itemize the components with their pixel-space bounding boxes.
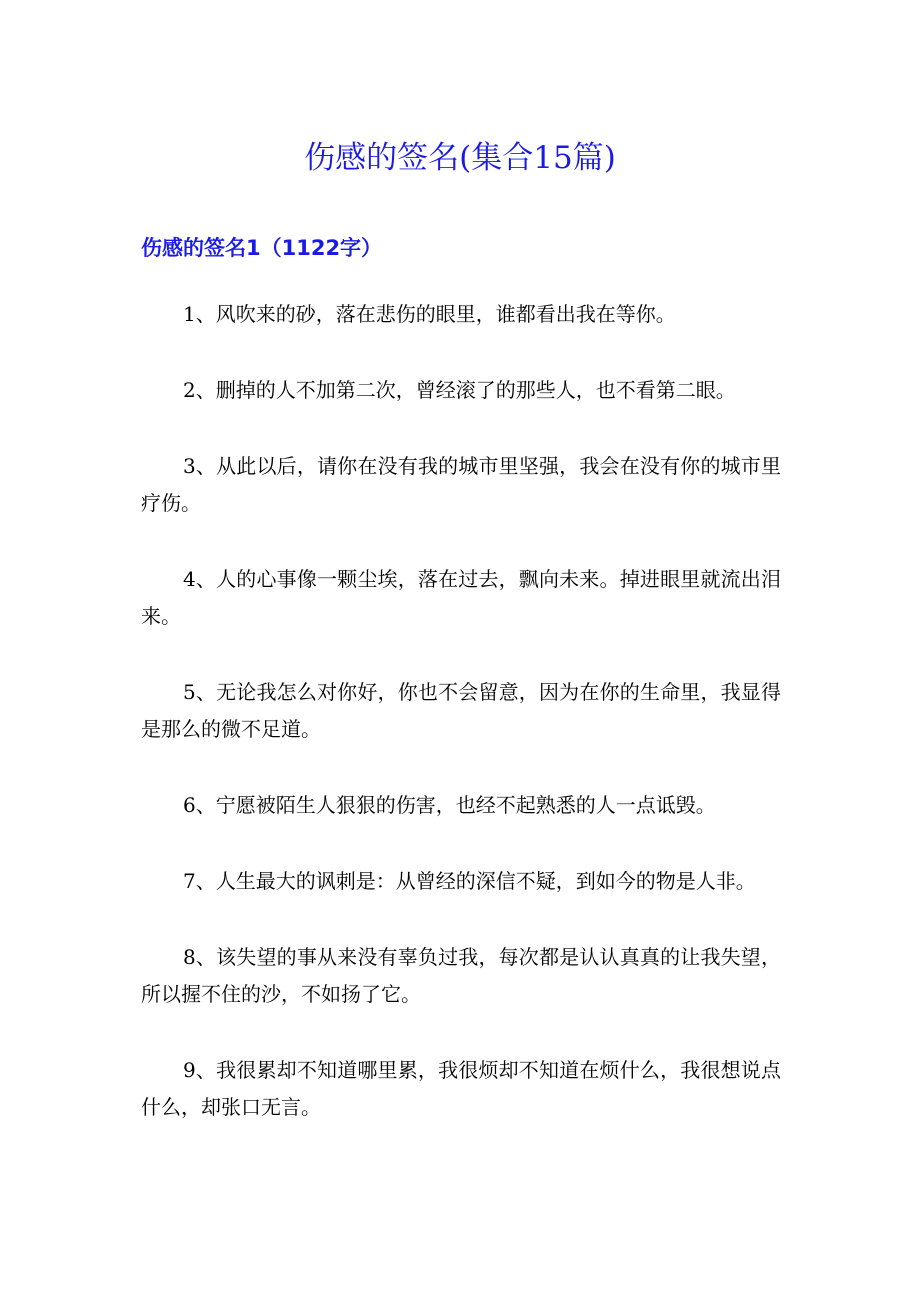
document-title: 伤感的签名(集合15篇) — [304, 140, 616, 176]
paragraph-4: 4、人的心事像一颗尘埃，落在过去，飘向未来。掉进眼里就流出泪来。 — [141, 567, 781, 628]
paragraph-9: 9、我很累却不知道哪里累，我很烦却不知道在烦什么，我很想说点什么，却张口无言。 — [141, 1058, 781, 1119]
paragraph-8: 8、该失望的事从来没有辜负过我，每次都是认认真真的让我失望，所以握不住的沙，不如扬了它。 — [141, 945, 781, 1006]
paragraph-7: 7、人生最大的讽刺是：从曾经的深信不疑，到如今的物是人非。 — [183, 869, 756, 893]
paragraph-6: 6、宁愿被陌生人狠狠的伤害，也经不起熟悉的人一点诋毁。 — [183, 793, 716, 817]
paragraph-1: 1、风吹来的砂，落在悲伤的眼里，谁都看出我在等你。 — [183, 302, 676, 326]
paragraph-3: 3、从此以后，请你在没有我的城市里坚强，我会在没有你的城市里疗伤。 — [141, 454, 781, 515]
section-heading: 伤感的签名1（1122字） — [141, 236, 383, 260]
paragraph-2: 2、删掉的人不加第二次，曾经滚了的那些人，也不看第二眼。 — [183, 378, 736, 402]
body-text — [141, 296, 781, 1165]
paragraph-5: 5、无论我怎么对你好，你也不会留意，因为在你的生命里，我显得是那么的微不足道。 — [141, 680, 781, 741]
